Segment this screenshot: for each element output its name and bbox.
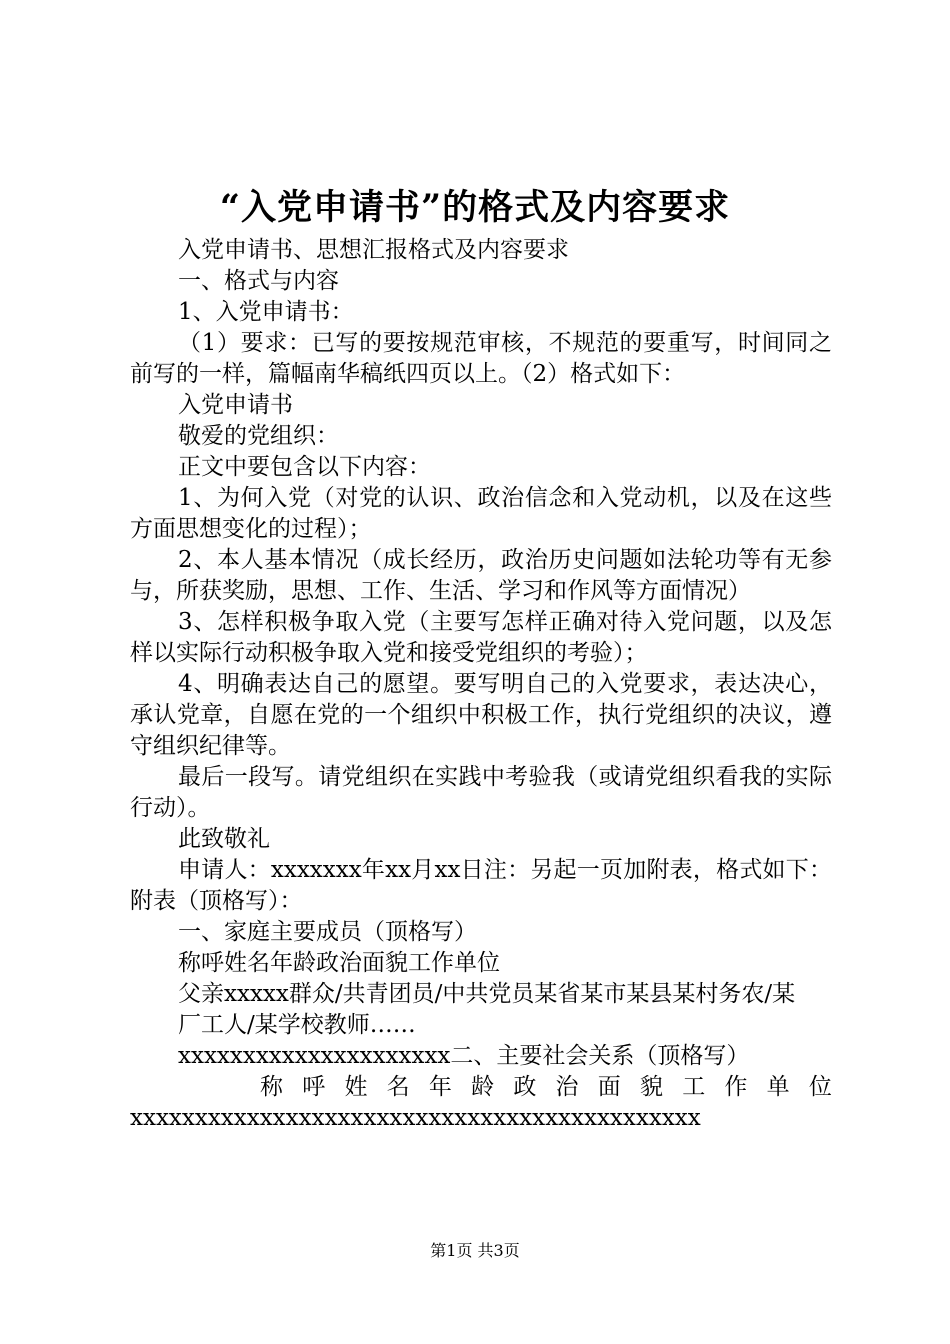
header-char: 工 [682,1074,706,1100]
paragraph: 3、怎样积极争取入党（主要写怎样正确对待入党问题，以及怎样以实际行动积极争取入党和接受党组织的考验）； [130,609,832,666]
paragraph: 1、入党申请书： [178,299,354,325]
header-char: 名 [386,1074,410,1100]
paragraph: 申请人：xxxxxxx年xx月xx日注：另起一页加附表，格式如下：附表（顶格写）： [130,857,832,914]
paragraph: 入党申请书 [178,392,293,418]
paragraph: 正文中要包含以下内容： [178,454,431,480]
paragraph: 入党申请书、思想汇报格式及内容要求 [178,237,569,263]
paragraph: 称呼姓名年龄政治面貌工作单位 [178,950,500,976]
document-body [130,235,832,1134]
header-char: 单 [766,1074,790,1100]
paragraph: 4、明确表达自己的愿望。要写明自己的入党要求，表达决心，承认党章，自愿在党的一个组织中积极工作，执行党组织的决议，遵守组织纪律等。 [130,671,832,759]
document-title: “入党申请书”的格式及内容要求 [219,187,731,228]
header-char: 龄 [471,1074,495,1100]
table-header-row [130,1072,832,1103]
paragraph: 1、为何入党（对党的认识、政治信念和入党动机，以及在这些方面思想变化的过程）； [130,485,832,542]
paragraph-last: xxxxxxxxxxxxxxxxxxxxxxxxxxxxxxxxxxxxxxxxxxxx [130,1105,701,1131]
header-char: 面 [597,1074,621,1100]
paragraph: 厂工人/某学校教师…… [178,1012,416,1038]
paragraph: xxxxxxxxxxxxxxxxxxxxx二、主要社会关系（顶格写） [178,1043,750,1069]
header-char: 姓 [344,1074,368,1100]
header-char: 政 [513,1074,537,1100]
header-char: 年 [428,1074,452,1100]
paragraph: 2、本人基本情况（成长经历，政治历史问题如法轮功等有无参与，所获奖励，思想、工作、生活、学习和作风等方面情况） [130,547,832,604]
paragraph: 父亲xxxxx群众/共青团员/中共党员某省某市某县某村务农/某 [178,981,796,1007]
paragraph: 最后一段写。请党组织在实践中考验我（或请党组织看我的实际行动）。 [130,764,832,821]
paragraph: 敬爱的党组织： [178,423,339,449]
header-char: 呼 [302,1074,326,1100]
page-footer: 第1页 共3页 [430,1241,520,1260]
header-char: 称 [260,1074,283,1100]
header-char: 位 [808,1074,832,1100]
paragraph: 此致敬礼 [178,826,270,852]
header-char: 治 [555,1074,579,1100]
header-char: 作 [724,1074,748,1100]
paragraph: （1）要求：已写的要按规范审核，不规范的要重写，时间同之前写的一样，篇幅南华稿纸四页以上。（2）格式如下： [130,330,832,387]
paragraph: 一、家庭主要成员（顶格写） [178,919,477,945]
paragraph: 一、格式与内容 [178,268,339,294]
header-char: 貌 [639,1074,663,1100]
